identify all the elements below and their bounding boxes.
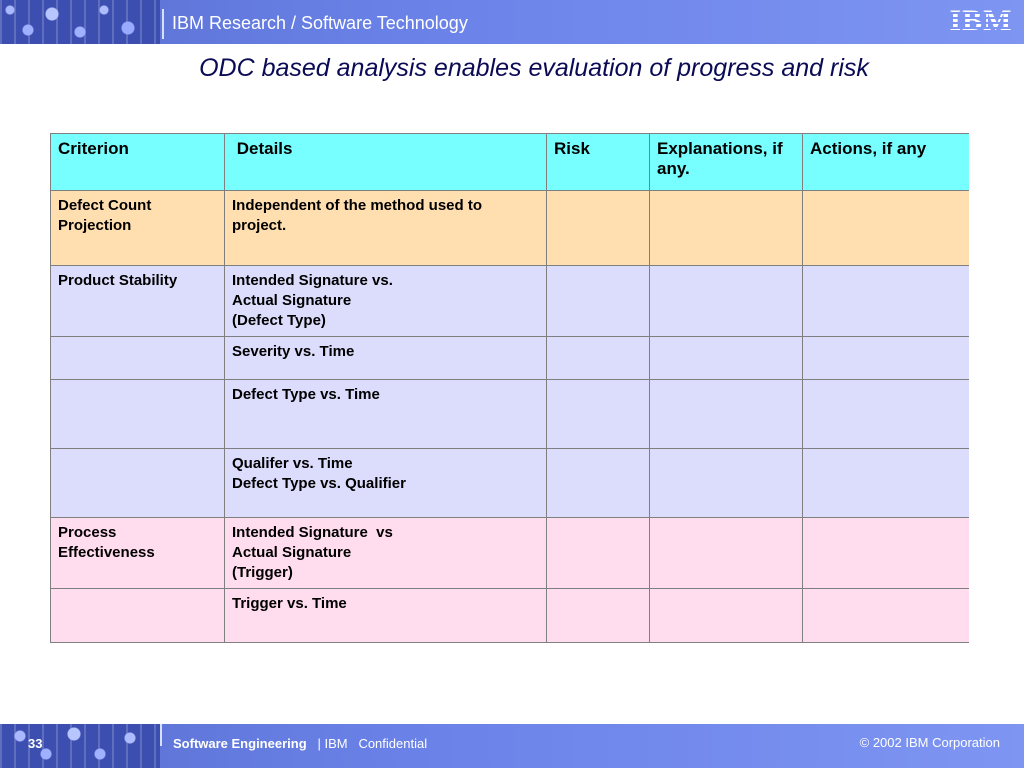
header-actions: Actions, if any [803,134,969,191]
details-cell: Intended Signature vs Actual Signature (Trigger) [225,518,547,589]
details-cell: Defect Type vs. Time [225,380,547,449]
explanations-cell [650,518,803,589]
header-details: Details [225,134,547,191]
table-row [51,449,969,518]
actions-cell [803,449,969,518]
table-row [51,191,969,266]
actions-cell [803,380,969,449]
header-explanations: Explanations, if any. [650,134,803,191]
criterion-cell [51,380,225,449]
details-cell: Severity vs. Time [225,337,547,380]
slide-title: ODC based analysis enables evaluation of progress and risk [199,54,869,82]
footer-company: | IBM [317,736,348,751]
table-row [51,266,969,337]
table-row [51,589,969,643]
details-cell: Intended Signature vs. Actual Signature (Defect Type) [225,266,547,337]
footer-copyright: © 2002 IBM Corporation [859,735,1000,750]
ibm-logo: IBM [946,4,1016,38]
header-divider [162,9,164,39]
explanations-cell [650,337,803,380]
footer-confidential: Confidential [358,736,428,751]
footer-decoration [0,724,160,768]
table-row [51,518,969,589]
table-row [51,337,969,380]
details-cell: Trigger vs. Time [225,589,547,643]
criterion-cell: Process Effectiveness [51,518,225,589]
risk-cell [547,589,650,643]
details-cell: Qualifer vs. Time Defect Type vs. Qualifier [225,449,547,518]
criterion-cell [51,449,225,518]
risk-cell [547,380,650,449]
table-header-row [51,134,969,191]
footer-band [0,724,1024,768]
explanations-cell [650,449,803,518]
risk-cell [547,266,650,337]
actions-cell [803,266,969,337]
header-decoration [0,0,160,44]
header-risk: Risk [547,134,650,191]
table-row [51,380,969,449]
criterion-cell [51,337,225,380]
criterion-cell: Product Stability [51,266,225,337]
criteria-table [50,133,969,643]
actions-cell [803,191,969,266]
footer-left-text [173,736,427,751]
header-criterion: Criterion [51,134,225,191]
risk-cell [547,518,650,589]
risk-cell [547,191,650,266]
header-title: IBM Research / Software Technology [172,13,468,33]
explanations-cell [650,191,803,266]
criterion-cell: Defect Count Projection [51,191,225,266]
actions-cell [803,518,969,589]
explanations-cell [650,266,803,337]
details-cell: Independent of the method used to project. [225,191,547,266]
page-number: 33 [28,736,43,751]
header-band [0,0,1024,44]
criterion-cell [51,589,225,643]
risk-cell [547,449,650,518]
actions-cell [803,589,969,643]
footer-divider [160,724,162,746]
footer-section: Software Engineering [173,736,307,751]
explanations-cell [650,380,803,449]
explanations-cell [650,589,803,643]
risk-cell [547,337,650,380]
actions-cell [803,337,969,380]
